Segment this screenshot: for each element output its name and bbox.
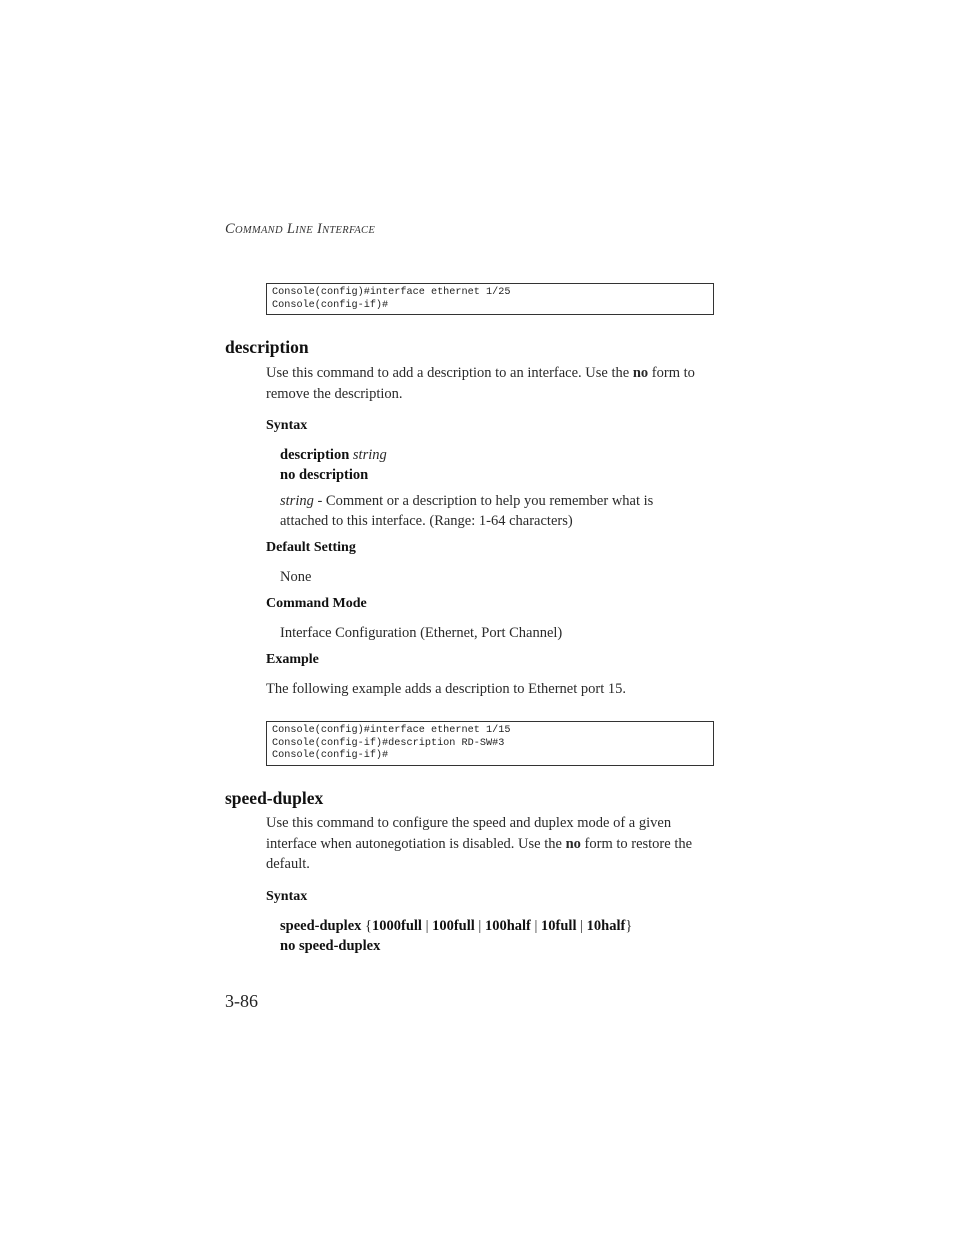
speed-duplex-syntax: speed-duplex {1000full | 100full | 100half | 10full | 10half} no speed-duplex — [280, 918, 633, 954]
running-head: COMMAND LINE INTERFACE — [225, 221, 376, 237]
default-setting-heading: Default Setting — [266, 540, 356, 555]
description-intro: Use this command to add a description to an interface. Use the no form to remove the description. — [266, 365, 695, 402]
code-line: Console(config)#interface ethernet 1/25 — [272, 287, 511, 298]
description-syntax: description string no description — [280, 447, 387, 483]
example-text: The following example adds a description to Ethernet port 15. — [266, 681, 626, 697]
speed-duplex-syntax-heading: Syntax — [266, 889, 308, 904]
description-syntax-heading: Syntax — [266, 418, 308, 433]
command-mode-heading: Command Mode — [266, 596, 367, 611]
code-line: Console(config-if)# — [272, 299, 389, 311]
code-block-interface — [266, 283, 714, 315]
speed-duplex-intro: Use this command to configure the speed and duplex mode of a given interface when autonegotiation is disabled. Use the no form to restore the default. — [266, 815, 693, 872]
default-setting-value: None — [280, 569, 312, 585]
code-line: Console(config-if)#description RD-SW#3 — [272, 737, 505, 749]
example-heading: Example — [266, 652, 319, 667]
code-line: Console(config-if)# — [272, 750, 389, 761]
command-mode-value: Interface Configuration (Ethernet, Port Channel) — [280, 625, 563, 641]
section-title-speed-duplex: speed-duplex — [225, 788, 324, 808]
code-block-example — [266, 721, 714, 766]
code-line: Console(config)#interface ethernet 1/15 — [272, 725, 511, 736]
description-parameter: string - Comment or a description to help you remember what is attached to this interface. (Range: 1-64 characters) — [280, 493, 654, 529]
page-number: 3-86 — [225, 991, 258, 1011]
section-title-description: description — [225, 337, 309, 357]
